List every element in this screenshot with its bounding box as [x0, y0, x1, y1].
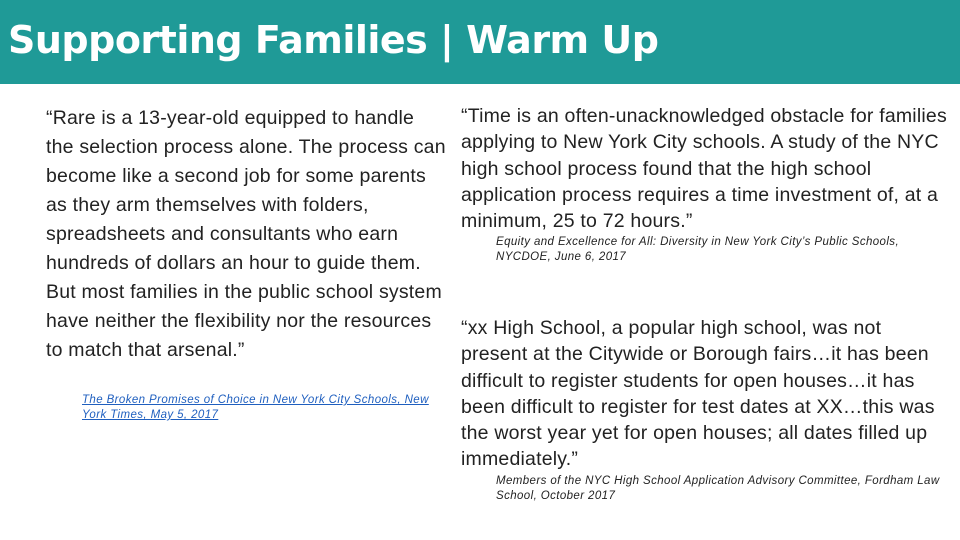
citation-advisory-committee: Members of the NYC High School Application Advisory Committee, Fordham Law School, October 2017	[496, 475, 940, 502]
quote-advisory-committee: “xx High School, a popular high school, was not present at the Citywide or Borough fairs…it has been difficult to register students for open houses…it has been difficult to register for test dates at XX…this was the worst year yet for open houses; all dates filled up immediately.”	[461, 317, 935, 471]
citation-link-nyt[interactable]: The Broken Promises of Choice in New York City Schools, New York Times, May 5, 2017	[82, 394, 429, 421]
slide-title: Supporting Families | Warm Up	[8, 18, 659, 62]
citation-nycdoe: Equity and Excellence for All: Diversity in New York City’s Public Schools, NYCDOE, June 6, 2017	[496, 236, 900, 263]
quote-nyt: “Rare is a 13-year-old equipped to handle the selection process alone. The process can become like a second job for some parents as they arm themselves with folders, spreadsheets and consultants who earn hundreds of dollars an hour to guide them. But most families in the public school system have neither the flexibility nor the resources to match that arsenal.”	[46, 107, 446, 361]
quote-nycdoe: “Time is an often-unacknowledged obstacle for families applying to New York City schools. A study of the NYC high school process found that the high school application process requires a time investment of, at a minimum, 25 to 72 hours.”	[461, 105, 947, 233]
title-bar	[0, 0, 960, 84]
